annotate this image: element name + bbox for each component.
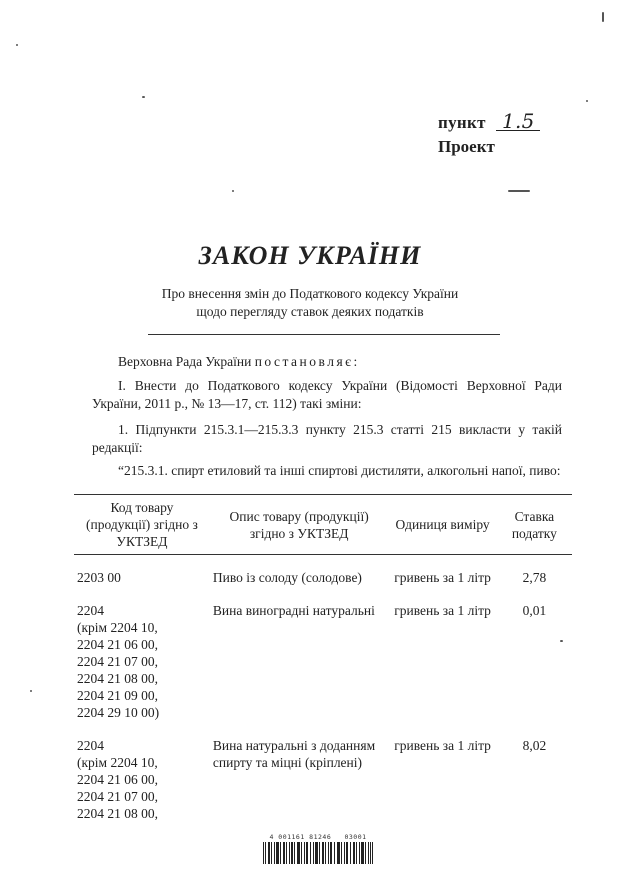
scan-speck [30,690,32,692]
paragraph-3: “215.3.1. спирт етиловий та інші спиртові дистиляти, алкогольні напої, пиво: [118,463,561,478]
preamble-end: : [353,354,358,369]
table-row [74,735,572,824]
cell-unit: гривень за 1 літр [394,738,491,753]
cell-code: 2204 (крім 2204 10, 2204 21 06 00, 2204 21 07 00, 2204 21 08 00, [77,738,158,821]
paragraph-2: 1. Підпункти 215.3.1—215.3.3 пункту 215.3 статті 215 викласти у такій редакції: [92,422,562,455]
header-code: Код товару (продукції) згідно з УКТЗЕД [74,495,210,555]
table-row [74,567,572,588]
header-unit: Одиниця виміру [388,495,496,555]
subtitle-line-2: щодо перегляду ставок деяких податків [196,304,424,319]
cell-rate: 0,01 [522,603,547,618]
document-subtitle [0,285,620,321]
table-spacer [74,588,572,600]
cell-description: Вина натуральні з доданням спирту та міцні (кріплені) [212,738,376,770]
scan-speck [142,96,145,98]
header-description: Опис товару (продукції) згідно з УКТЗЕД [210,495,389,555]
table-row [74,600,572,723]
cell-code: 2203 00 [77,570,121,585]
scan-speck [232,190,234,192]
scan-speck [16,44,18,46]
scan-speck [508,190,530,192]
draft-label: Проект [438,137,495,156]
barcode [258,833,378,864]
preamble-resolves: постановляє [254,354,354,369]
preamble [92,353,562,371]
title-separator [148,334,500,335]
preamble-start: Верховна Рада України [118,354,255,369]
table-header-row [74,495,572,555]
cell-rate: 2,78 [522,570,547,585]
table-spacer [74,555,572,568]
table-spacer [74,723,572,735]
barcode-digits: 4 001161 81246 03001 [269,833,367,841]
cell-unit: гривень за 1 літр [394,570,491,585]
cell-description: Вина виноградні натуральні [212,603,375,618]
cell-description: Пиво із солоду (солодове) [212,570,362,585]
subtitle-line-1: Про внесення змін до Податкового кодексу України [161,286,459,301]
tax-rate-table [74,494,572,824]
scan-speck [586,100,588,102]
paragraph-1: І. Внести до Податкового кодексу України (Відомості Верховної Ради України, 2011 р., № 13—17, ст. 112) такі зміни: [92,378,562,411]
cell-code: 2204 (крім 2204 10, 2204 21 06 00, 2204 21 07 00, 2204 21 08 00, 2204 21 09 00, 2204 29 10 00) [77,603,160,720]
clause-label: пункт [438,113,486,132]
cell-rate: 8,02 [522,738,547,753]
document-title: ЗАКОН УКРАЇНИ [198,241,422,270]
cell-unit: гривень за 1 літр [394,603,491,618]
header-rate: Ставка податку [497,495,572,555]
clause-marker [438,109,540,133]
barcode-bars-icon [263,842,373,864]
clause-number-handwritten: 1.5 [496,112,540,131]
scan-speck [602,12,604,22]
